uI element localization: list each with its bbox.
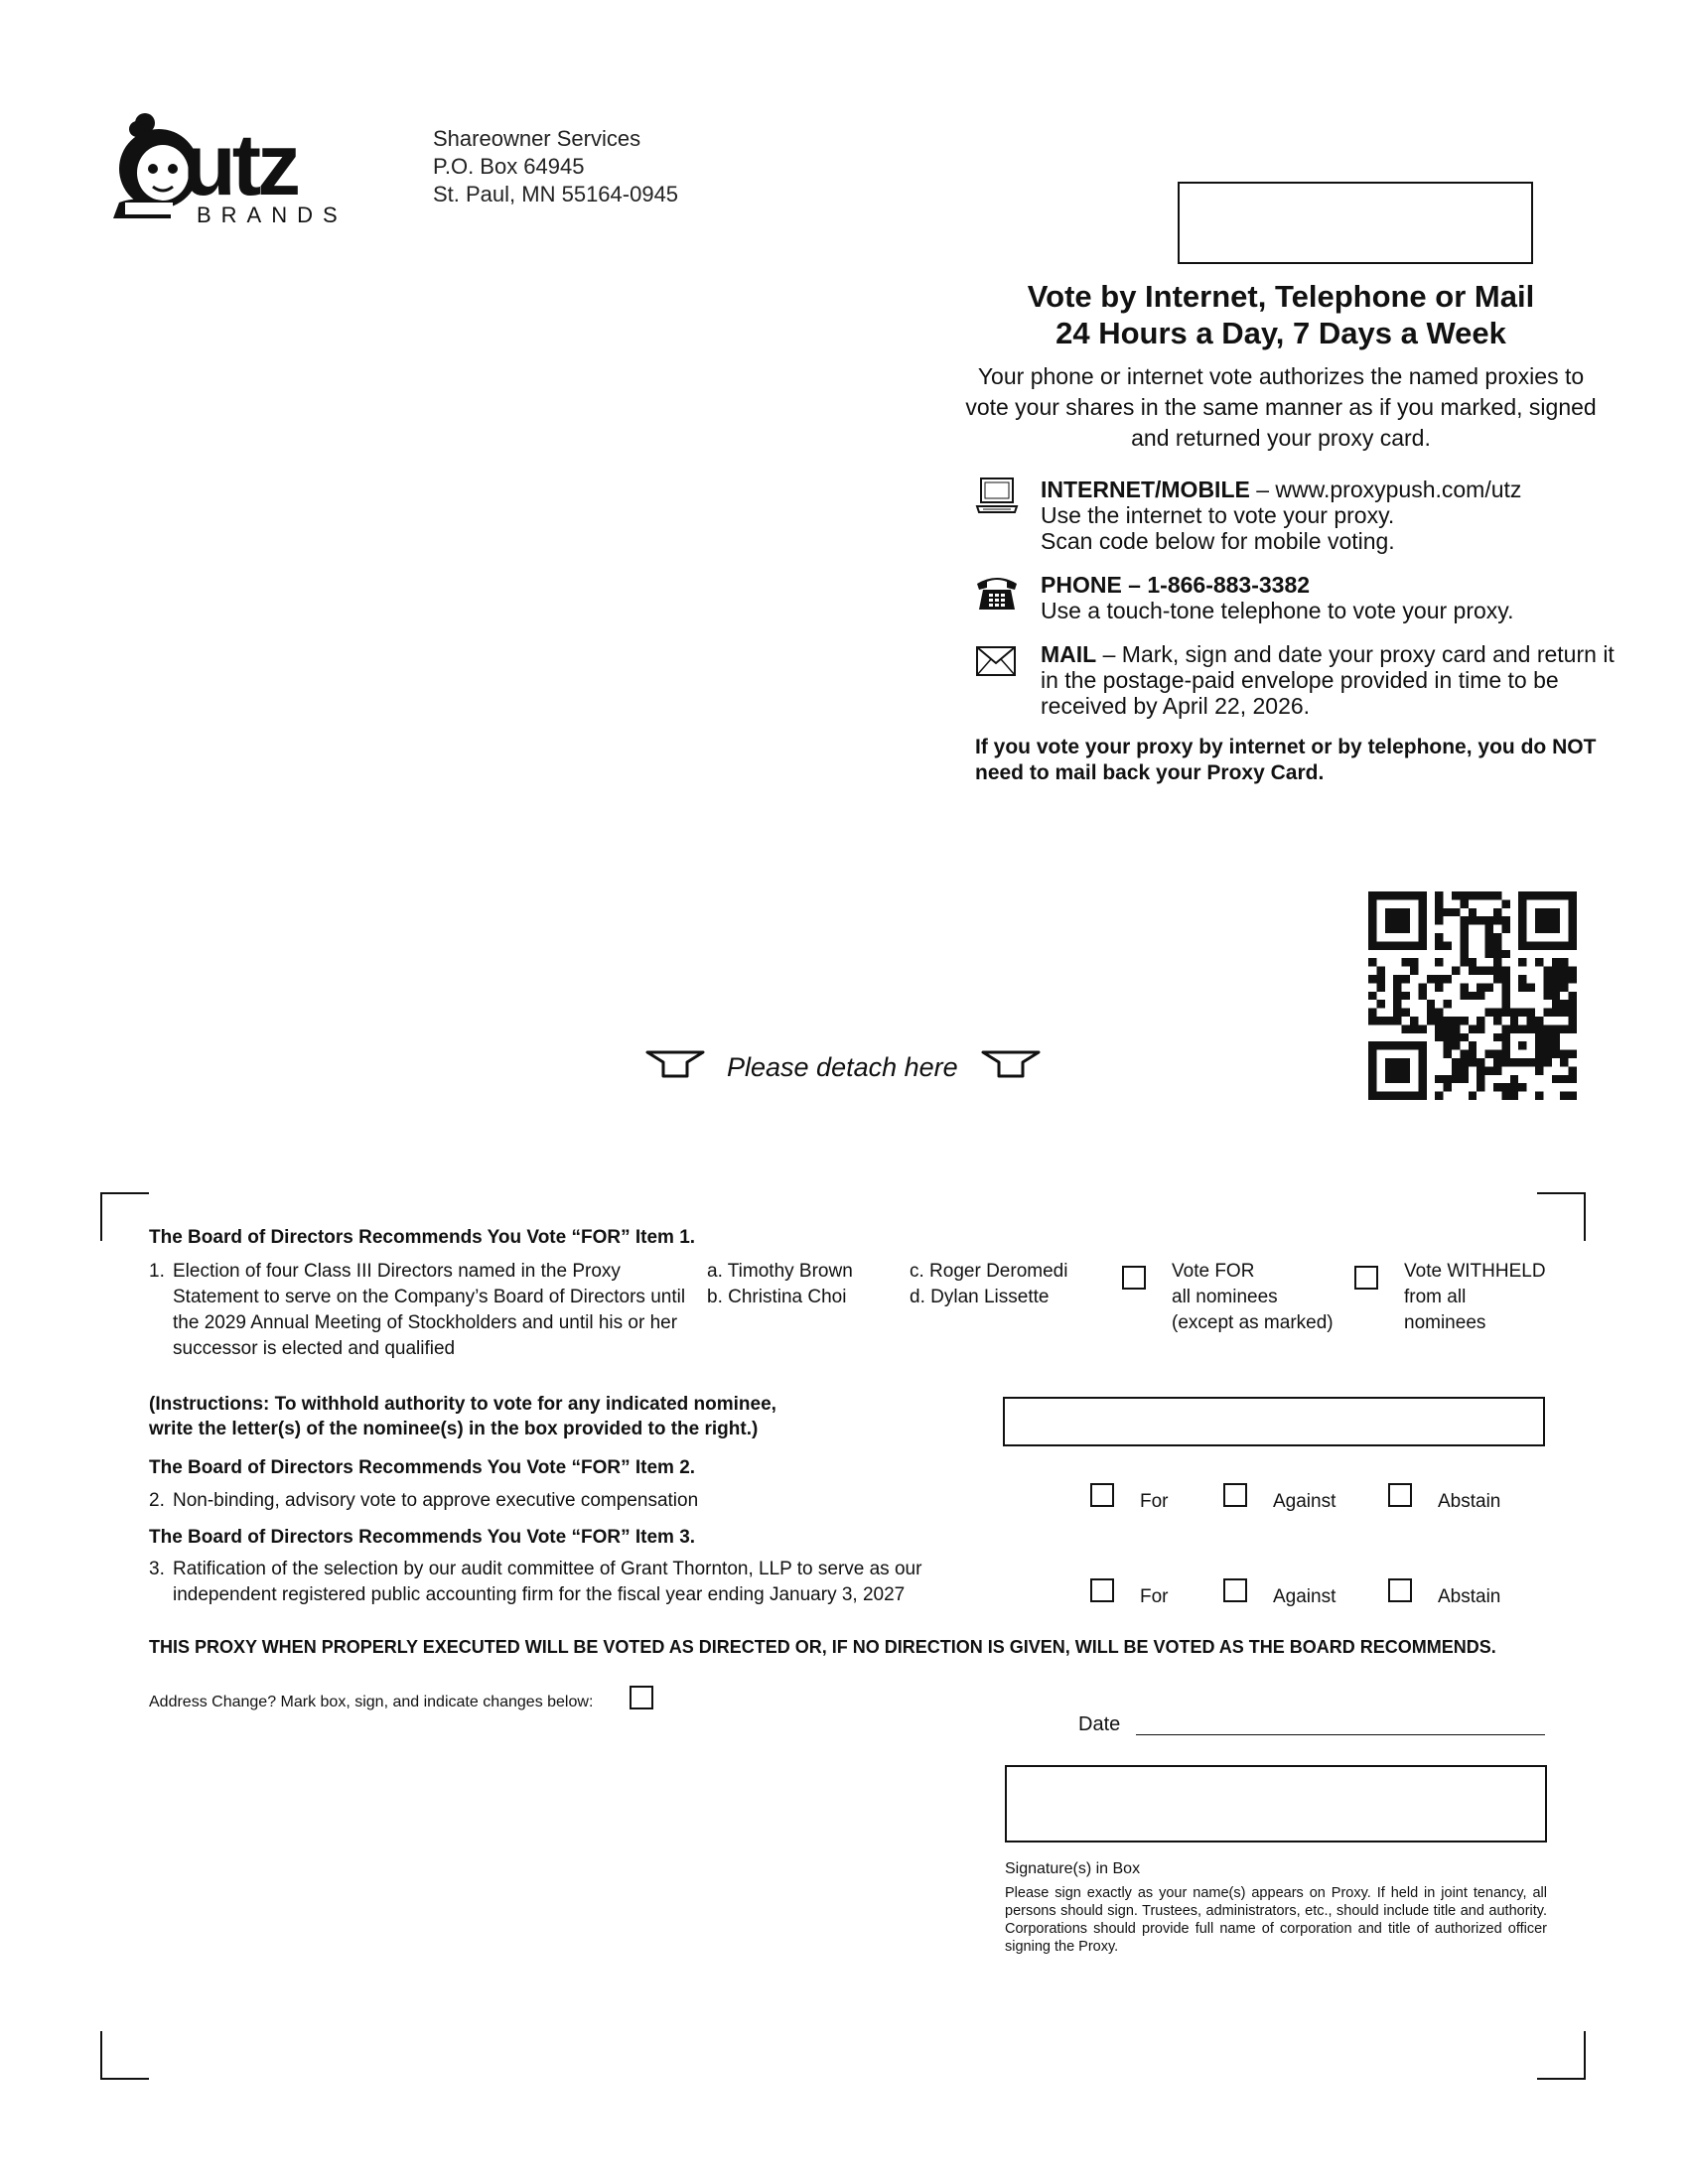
address-change-label: Address Change? Mark box, sign, and indicate changes below: <box>149 1694 594 1710</box>
arrow-down-icon <box>647 1052 703 1076</box>
vote-withheld-checkbox[interactable] <box>1354 1266 1378 1290</box>
item3-for-label: For <box>1140 1586 1169 1607</box>
nominee: d. Dylan Lissette <box>910 1287 1050 1307</box>
laptop-icon <box>975 477 1019 516</box>
address-change-checkbox[interactable] <box>630 1686 653 1709</box>
nominees-column-2 <box>910 1259 1067 1310</box>
item2-for-label: For <box>1140 1491 1169 1512</box>
item2-heading: The Board of Directors Recommends You Vote “FOR” Item 2. <box>149 1457 696 1478</box>
internet-line: Scan code below for mobile voting. <box>1041 528 1395 554</box>
address-line: St. Paul, MN 55164-0945 <box>433 182 679 206</box>
signature-instructions: Please sign exactly as your name(s) appears on Proxy. If held in joint tenancy, all persons should sign. Trustees, administrators, etc., should include title and authority. Corporations should provide full name of corporation and title of authorized officer signing the Proxy. <box>1005 1885 1547 1955</box>
crop-mark <box>1537 1191 1587 1241</box>
withhold-instructions: (Instructions: To withhold authority to vote for any indicated nominee, write the letter(s) of the nominee(s) in the box provided to the right.) <box>149 1394 776 1439</box>
item2-against-checkbox[interactable] <box>1223 1483 1247 1507</box>
return-address <box>433 125 678 208</box>
item2-abstain-checkbox[interactable] <box>1388 1483 1412 1507</box>
qr-code-icon <box>1368 891 1577 1100</box>
item2-abstain-label: Abstain <box>1438 1491 1501 1512</box>
phone-line: Use a touch-tone telephone to vote your proxy. <box>1041 598 1514 623</box>
qr-code[interactable] <box>1368 891 1577 1100</box>
date-label: Date <box>1078 1713 1121 1735</box>
svg-text:utz: utz <box>183 115 298 213</box>
arrow-down-icon <box>983 1052 1039 1076</box>
telephone-icon <box>975 572 1019 612</box>
item2-against-label: Against <box>1273 1491 1336 1512</box>
vote-withheld-label: Vote WITHHELD from all nominees <box>1404 1261 1546 1333</box>
item2-description: Non-binding, advisory vote to approve executive compensation <box>173 1490 699 1511</box>
item3-abstain-checkbox[interactable] <box>1388 1578 1412 1602</box>
mail-title: MAIL <box>1041 641 1097 667</box>
mail-voting-method <box>975 641 1615 721</box>
nominees-column-1 <box>707 1259 853 1310</box>
nominee: b. Christina Choi <box>707 1287 847 1307</box>
item3-against-checkbox[interactable] <box>1223 1578 1247 1602</box>
phone-voting-method <box>975 572 1611 627</box>
item1-description: Election of four Class III Directors named in the Proxy Statement to serve on the Company’s Board of Directors until the 2029 Annual Meeting of Stockholders and until his or her successor is elected and qualified <box>173 1261 686 1359</box>
utz-brands-logo <box>101 111 369 228</box>
svg-text:BRANDS: BRANDS <box>197 203 348 227</box>
vote-heading <box>953 278 1609 351</box>
envelope-icon <box>975 641 1019 681</box>
vote-for-all-label: Vote FOR all nominees (except as marked) <box>1172 1261 1334 1333</box>
vote-for-all-checkbox[interactable] <box>1122 1266 1146 1290</box>
vote-subtext: Your phone or internet vote authorizes the named proxies to vote your shares in the same manner as if you marked, signed and returned your proxy card. <box>965 363 1597 451</box>
signature-label: Signature(s) in Box <box>1005 1860 1141 1877</box>
item2-number: 2. <box>149 1490 165 1511</box>
nominee: c. Roger Deromedi <box>910 1261 1068 1282</box>
vote-heading-line2: 24 Hours a Day, 7 Days a Week <box>1055 316 1506 350</box>
phone-title: PHONE – 1-866-883-3382 <box>1041 572 1311 598</box>
nominee: a. Timothy Brown <box>707 1261 853 1282</box>
address-line: P.O. Box 64945 <box>433 154 585 179</box>
crop-mark <box>99 1191 149 1241</box>
signature-box[interactable] <box>1005 1765 1547 1843</box>
proxy-statement: THIS PROXY WHEN PROPERLY EXECUTED WILL BE VOTED AS DIRECTED OR, IF NO DIRECTION IS GIVEN, WILL BE VOTED AS THE BOARD RECOMMENDS. <box>149 1637 1496 1657</box>
item3-abstain-label: Abstain <box>1438 1586 1501 1607</box>
item3-against-label: Against <box>1273 1586 1336 1607</box>
item3-description: Ratification of the selection by our audit committee of Grant Thornton, LLP to serve as our independent registered public accounting firm for the fiscal year ending January 3, 2027 <box>173 1559 922 1605</box>
item1-number: 1. <box>149 1261 165 1282</box>
vote-heading-line1: Vote by Internet, Telephone or Mail <box>1027 279 1535 314</box>
item3-heading: The Board of Directors Recommends You Vote “FOR” Item 3. <box>149 1527 696 1548</box>
crop-mark <box>1537 2031 1587 2081</box>
item1-heading: The Board of Directors Recommends You Vote “FOR” Item 1. <box>149 1227 696 1248</box>
item3-for-checkbox[interactable] <box>1090 1578 1114 1602</box>
withhold-nominee-input[interactable] <box>1003 1397 1545 1446</box>
item2-for-checkbox[interactable] <box>1090 1483 1114 1507</box>
internet-line: Use the internet to vote your proxy. <box>1041 502 1395 528</box>
date-field[interactable] <box>1136 1734 1545 1735</box>
internet-title: INTERNET/MOBILE <box>1041 477 1250 502</box>
mail-text: – Mark, sign and date your proxy card and return it in the postage-paid envelope provided in time to be received by April 22, 2026. <box>1041 641 1615 719</box>
internet-voting-method <box>975 477 1611 556</box>
address-line: Shareowner Services <box>433 126 641 151</box>
control-number-box <box>1178 182 1533 264</box>
item3-number: 3. <box>149 1559 165 1579</box>
vote-note: If you vote your proxy by internet or by telephone, you do NOT need to mail back your Proxy Card. <box>975 736 1597 784</box>
internet-url[interactable]: – www.proxypush.com/utz <box>1249 477 1522 502</box>
crop-mark <box>99 2031 149 2081</box>
detach-label: Please detach here <box>727 1052 958 1082</box>
